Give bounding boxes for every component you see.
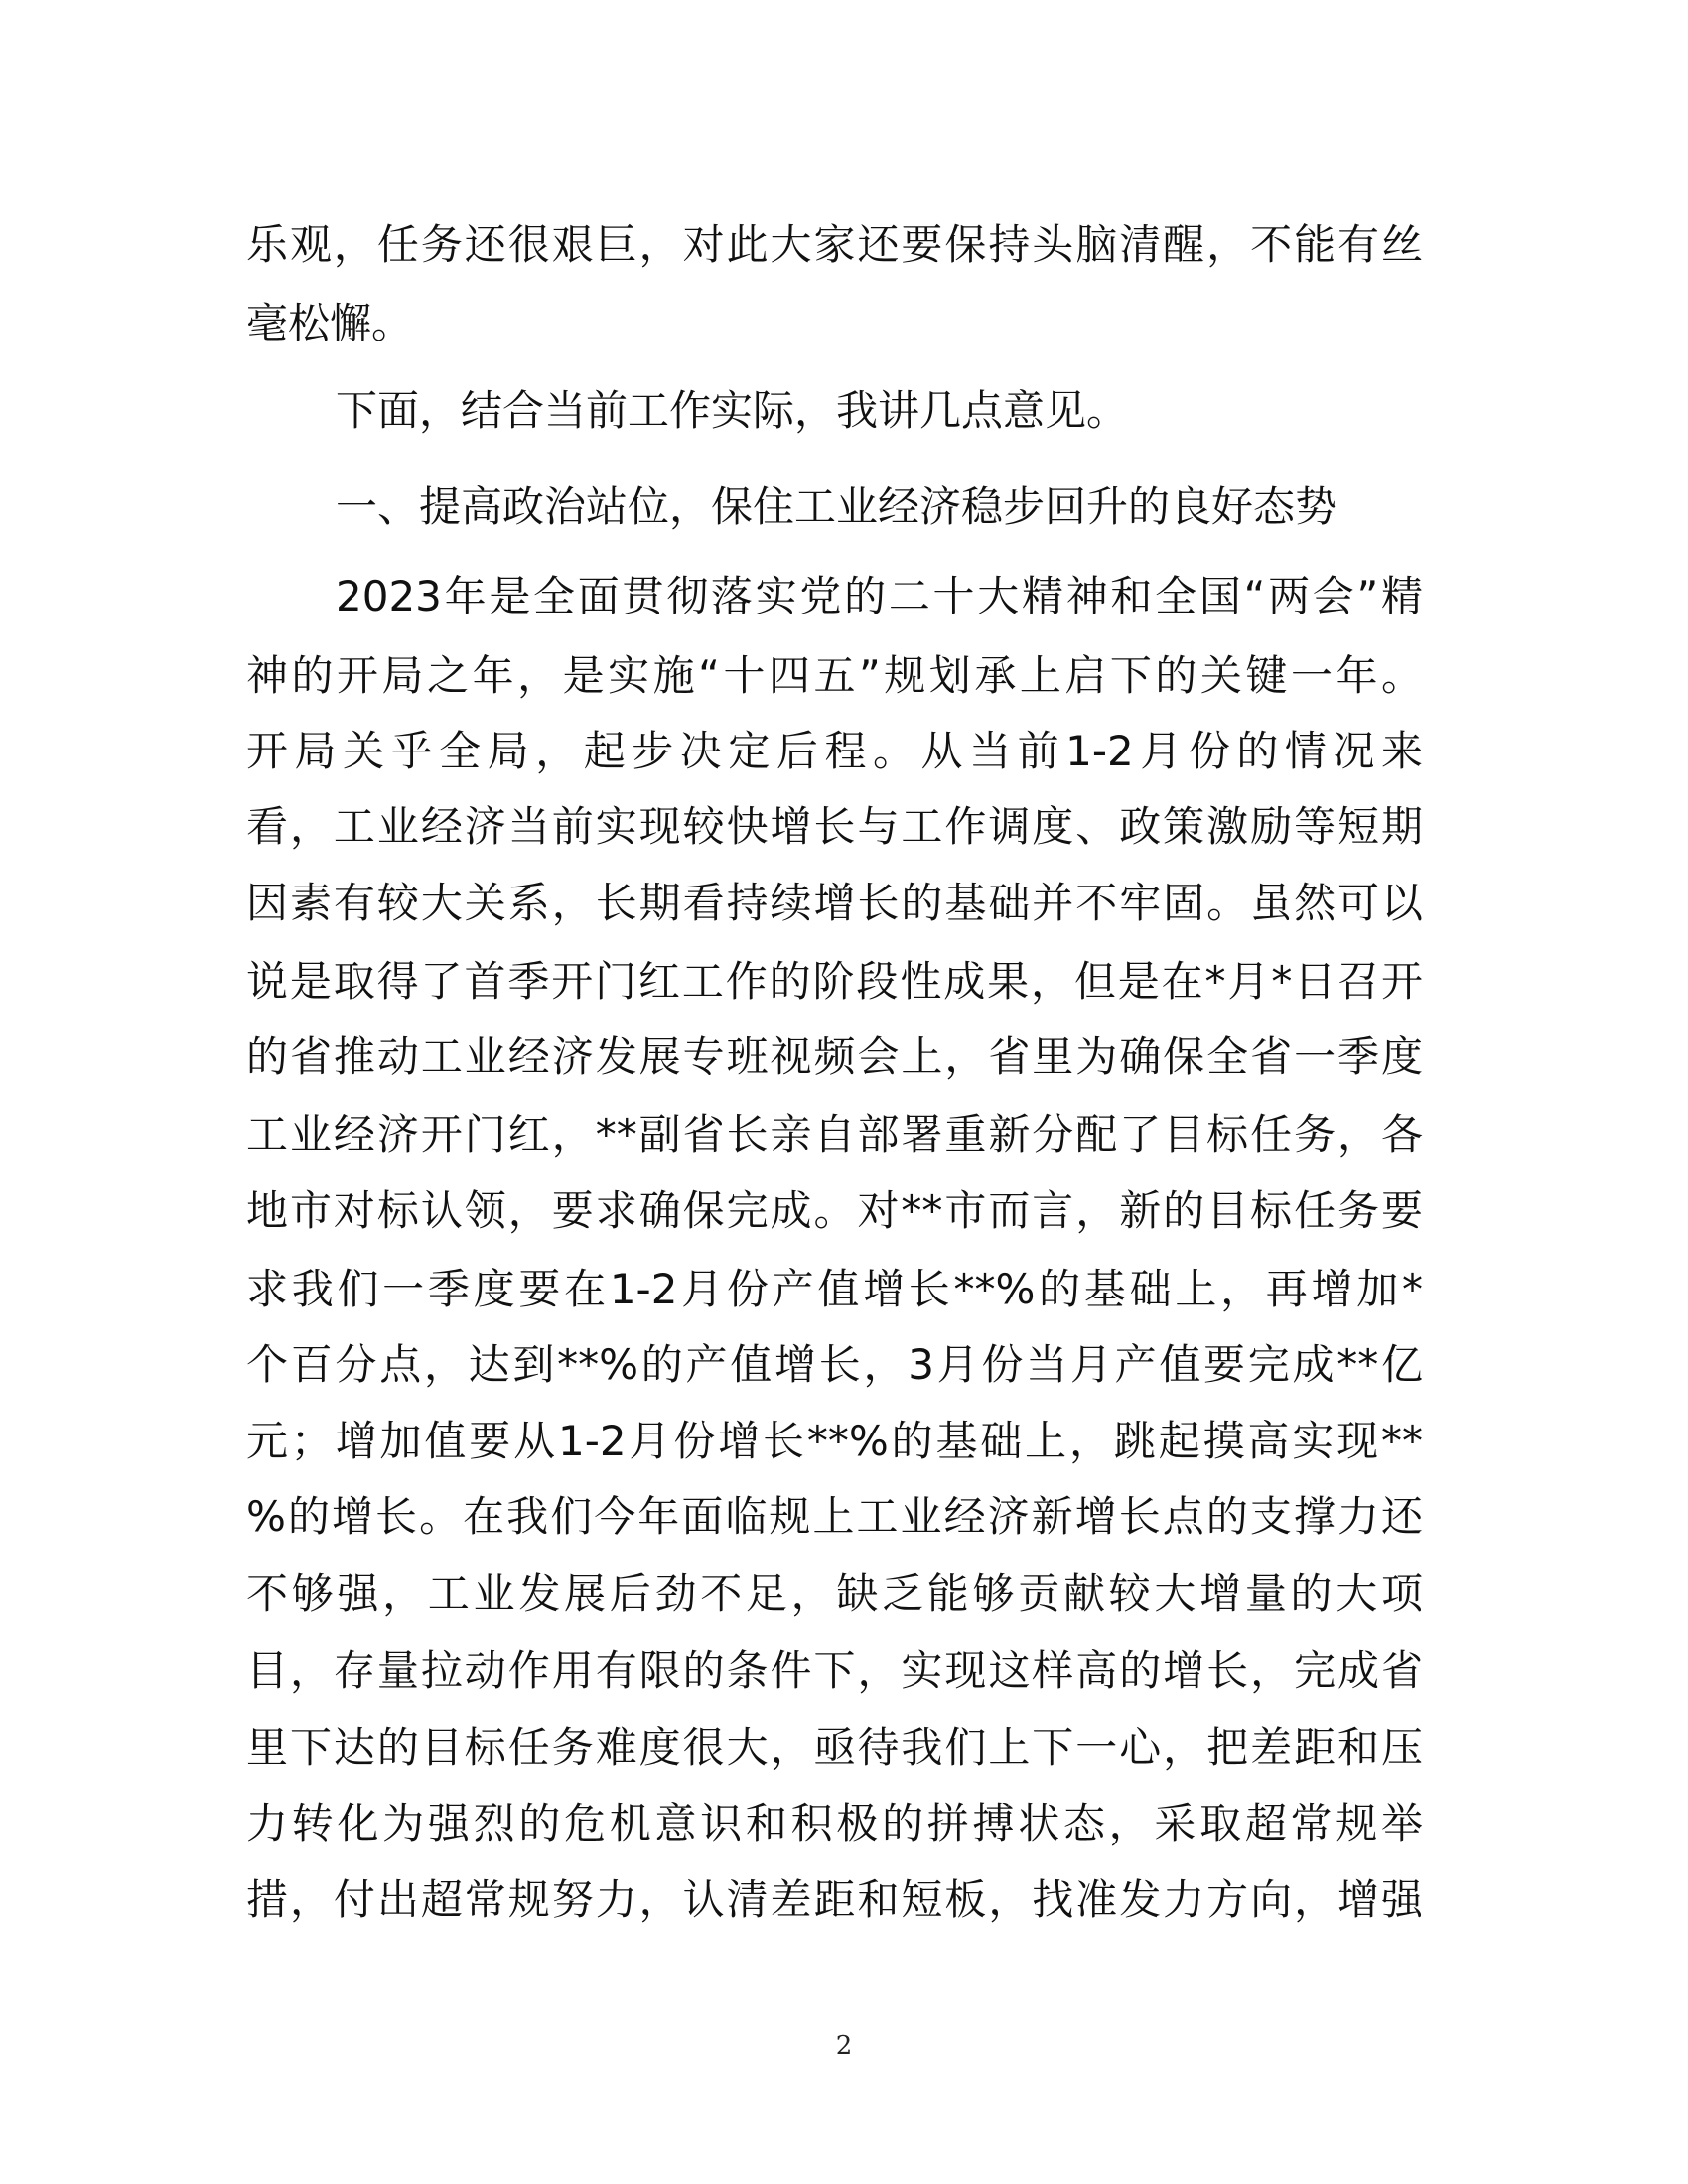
body-text-line: 不够强，工业发展后劲不足，缺乏能够贡献较大增量的大项 [246,1570,1423,1618]
body-text-line: %的增长。在我们今年面临规上工业经济新增长点的支撑力还 [246,1492,1423,1541]
body-text-line: 乐观，任务还很艰巨，对此大家还要保持头脑清醒，不能有丝 [246,220,1423,269]
body-text-line: 神的开局之年，是实施“十四五”规划承上启下的关键一年。 [246,651,1423,700]
body-text-line: 力转化为强烈的危机意识和积极的拼搏状态，采取超常规举 [246,1799,1423,1847]
body-text-line: 措，付出超常规努力，认清差距和短板，找准发力方向，增强 [246,1875,1423,1924]
page-number: 2 [835,2031,853,2061]
body-text-line: 下面，结合当前工作实际，我讲几点意见。 [336,386,1129,435]
body-text-line: 2023年是全面贯彻落实党的二十大精神和全国“两会”精 [336,572,1423,620]
body-text-line: 工业经济开门红，**副省长亲自部署重新分配了目标任务，各 [246,1110,1423,1159]
body-text-line: 的省推动工业经济发展专班视频会上，省里为确保全省一季度 [246,1032,1423,1081]
body-text-line: 目，存量拉动作用有限的条件下，实现这样高的增长，完成省 [246,1646,1423,1695]
body-text-line: 毫松懈。 [246,299,414,347]
body-text-line: 开局关乎全局，起步决定后程。从当前1-2月份的情况来 [246,727,1423,775]
body-text-line: 因素有较大关系，长期看持续增长的基础并不牢固。虽然可以 [246,879,1423,927]
body-text-line: 说是取得了首季开门红工作的阶段性成果，但是在*月*日召开 [246,957,1423,1006]
body-text-line: 地市对标认领，要求确保完成。对**市而言，新的目标任务要 [246,1186,1423,1235]
body-text-line: 个百分点，达到**%的产值增长，3月份当月产值要完成**亿 [246,1340,1423,1389]
body-text-line: 求我们一季度要在1-2月份产值增长**%的基础上，再增加* [246,1265,1423,1313]
body-text-line: 里下达的目标任务难度很大，亟待我们上下一心，把差距和压 [246,1723,1423,1772]
section-heading: 一、提高政治站位，保住工业经济稳步回升的良好态势 [336,482,1337,531]
body-text-line: 看，工业经济当前实现较快增长与工作调度、政策激励等短期 [246,802,1423,851]
body-text-line: 元；增加值要从1-2月份增长**%的基础上，跳起摸高实现** [246,1417,1423,1465]
